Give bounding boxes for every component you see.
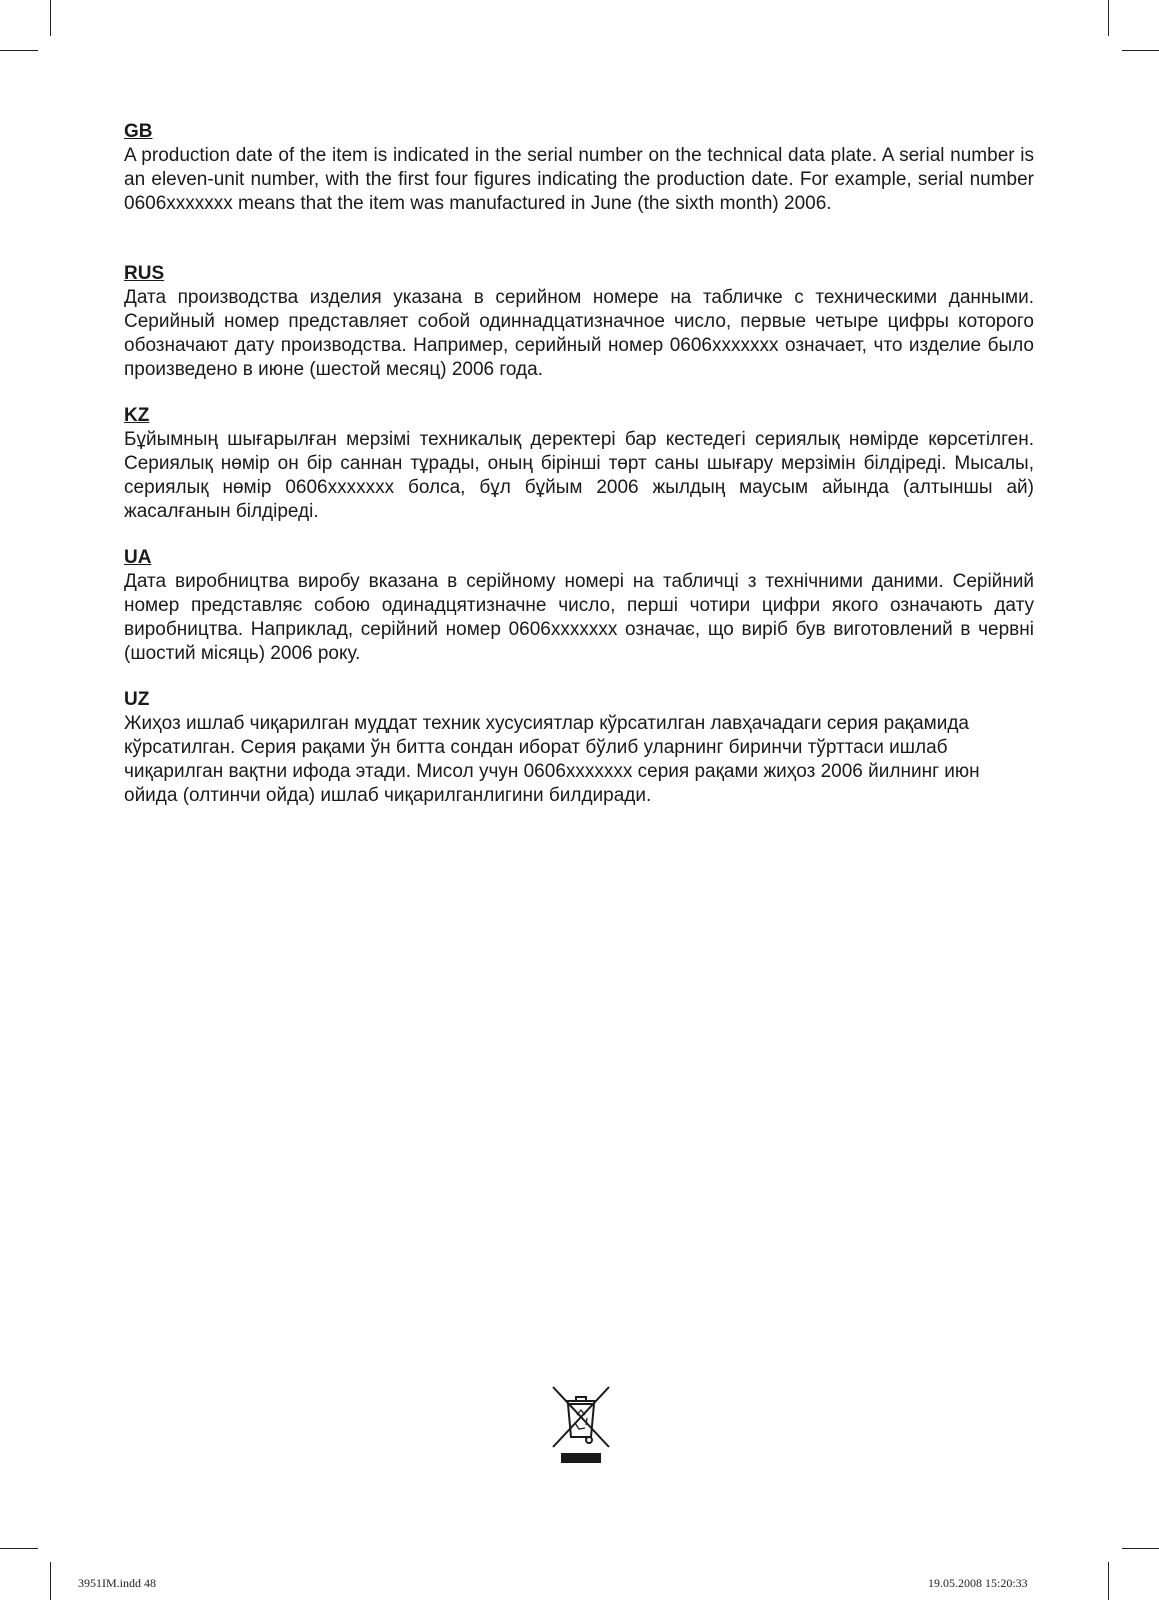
crop-mark-top-left-vertical <box>50 0 51 36</box>
section-kz <box>124 404 1034 524</box>
crossed-out-wheelie-bin-icon <box>550 1385 612 1465</box>
section-text-uz: Жиҳоз ишлаб чиқарилган муддат техник хусусиятлар кўрсатилган лавҳачадаги серия рақамида кўрсатилган. Серия рақами ўн битта сондан иборат бўлиб уларнинг биринчи тўрттаси ишлаб чиқарилган вақтни ифода этади. Мисол учун 0606xxxxxxx серия рақами жиҳоз 2006 йилнинг июн ойида (олтинчи ойда) ишлаб чиқарилганлигини билдиради. <box>124 713 980 806</box>
crop-mark-bottom-left-vertical <box>50 1562 51 1600</box>
section-heading-uz: UZ <box>124 689 150 710</box>
section-heading-gb: GB <box>124 121 153 142</box>
crop-mark-top-left-horizontal <box>0 50 38 51</box>
section-text-kz: Бұйымның шығарылған мерзімі техникалық деректері бар кестедегі сериялық нөмірде көрсетілген. Сериялық нөмір он бір саннан тұрады, оның бірінші төрт саны шығару мерзімін білдіреді. Мысалы, сериялық нөмір 0606xxxxxxx болса, бұл бұйым 2006 жылдың маусым айында (алтыншы ай) жасалғанын білдіреді. <box>124 429 1034 522</box>
crop-mark-top-right-vertical <box>1108 0 1109 36</box>
section-text-rus: Дата производства изделия указана в серийном номере на табличке с техническими данными. Серийный номер представляет собой одиннадцатизначное число, первые четыре цифры которого обозначают дату производства. Например, серийный номер 0606xxxxxxx означает, что изделие было произведено в июне (шестой месяц) 2006 года. <box>124 287 1034 380</box>
document-body <box>124 120 1034 808</box>
crop-mark-bottom-left-horizontal <box>0 1548 38 1549</box>
section-ua <box>124 546 1034 666</box>
section-rus <box>124 262 1034 382</box>
crop-mark-bottom-right-horizontal <box>1122 1548 1159 1549</box>
section-text-ua: Дата виробництва виробу вказана в серійному номері на табличці з технічними даними. Серійний номер представляє собою одинадцятизначне число, перші чотири цифри якого означають дату виробництва. Наприклад, серійний номер 0606xxxxxxx означає, що виріб був виготовлений в червні (шостий місяць) 2006 року. <box>124 571 1034 664</box>
section-heading-kz: KZ <box>124 405 150 426</box>
footer-file-label: 3951IM.indd 48 <box>78 1576 156 1590</box>
crop-mark-top-right-horizontal <box>1122 50 1159 51</box>
footer-timestamp: 19.05.2008 15:20:33 <box>928 1576 1028 1590</box>
section-text-gb: A production date of the item is indicated in the serial number on the technical data plate. A serial number is an eleven-unit number, with the first four figures indicating the production date. For example, serial number 0606xxxxxxx means that the item was manufactured in June (the sixth month) 2006. <box>124 145 1034 214</box>
crop-mark-bottom-right-vertical <box>1108 1562 1109 1600</box>
section-uz <box>124 688 1034 808</box>
section-heading-ua: UA <box>124 547 152 568</box>
section-heading-rus: RUS <box>124 263 165 284</box>
section-gb <box>124 120 1034 216</box>
